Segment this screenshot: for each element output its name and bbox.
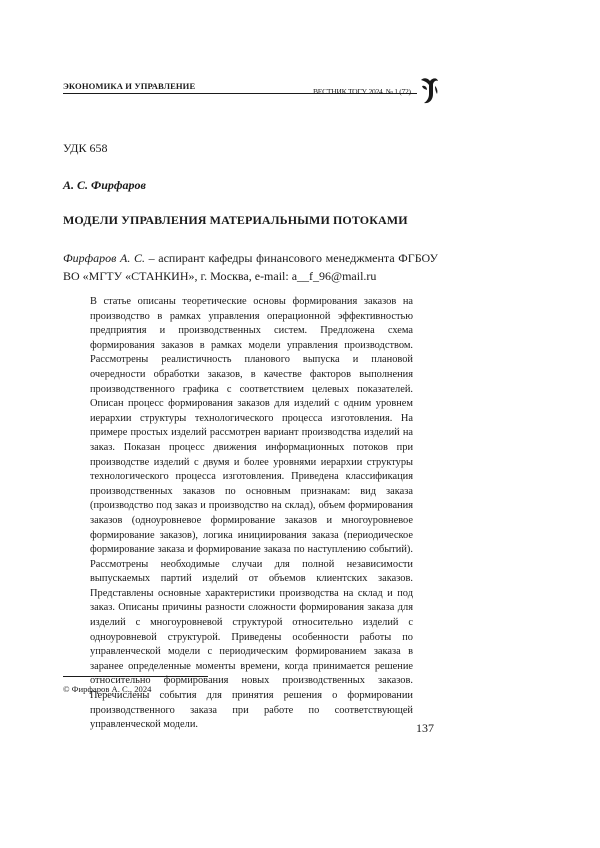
affiliation-details: – аспирант кафедры финансового менеджмента ФГБОУ ВО «МГТУ «СТАНКИН», г. Москва, e-mail: a__f_96@mail.ru <box>63 251 438 283</box>
journal-monogram-icon <box>418 76 440 106</box>
section-label: ЭКОНОМИКА И УПРАВЛЕНИЕ <box>63 81 196 91</box>
article-title: МОДЕЛИ УПРАВЛЕНИЯ МАТЕРИАЛЬНЫМИ ПОТОКАМИ <box>63 213 408 227</box>
copyright-notice: © Фирфаров А. С., 2024 <box>63 684 152 694</box>
journal-reference: ВЕСТНИК ТОГУ. 2024. № 1 (72) <box>313 87 411 96</box>
author-affiliation <box>63 249 438 285</box>
udc-code: УДК 658 <box>63 141 108 155</box>
article-abstract: В статье описаны теоретические основы формирования заказов на производство в рамках управления операционной эффективностью предприятия и производственных систем. Предложена схема формирования заказов в рамках модели управления производством. Рассмотрены реалистичность планового выпуска и плановой очередности обработки заказов, в качестве факторов выполнения производственного графика с соответствием целевых показателей. Описан процесс формирования заказов для изделий с одним уровнем иерархии структуры технологического процесса изготовления. На примере простых изделий рассмотрен вариант производства изделий на заказ. Показан процесс движения информационных потоков при производстве изделий с двумя и более уровнями иерархии структуры технологического процесса изготовления. Приведена классификация производственных заказов по основным признакам: вид заказа (производство под заказ и производство на склад), объем формирования заказов (одноуровневое формирование заказов и многоуровневое формирование заказов), логика инициирования заказа (периодическое формирование заказа и формирование заказа по наступлению событий). Рассмотрены необходимые случаи для полной независимости выпускаемых партий изделий от объемов клиентских заказов. Представлены основные характеристики производства на склад и под заказ. Описаны причины разности сложности формирования заказа для изделий с многоуровневой структурой относительно изделий с одноуровневой структурой. Приведены особенности работы по управленческой модели с периодическим формированием заказа в заранее определенные моменты времени, когда принимается решение относительно формирования новых производственных заказов. Перечислены события для принятия решения о формировании производственного заказа при работе по соответствующей управленческой модели. <box>90 296 413 731</box>
page-number: 137 <box>416 721 434 735</box>
footnote-rule <box>63 676 208 677</box>
affiliation-author-name: Фирфаров А. С. <box>63 251 145 265</box>
author-name: А. С. Фирфаров <box>63 178 146 192</box>
